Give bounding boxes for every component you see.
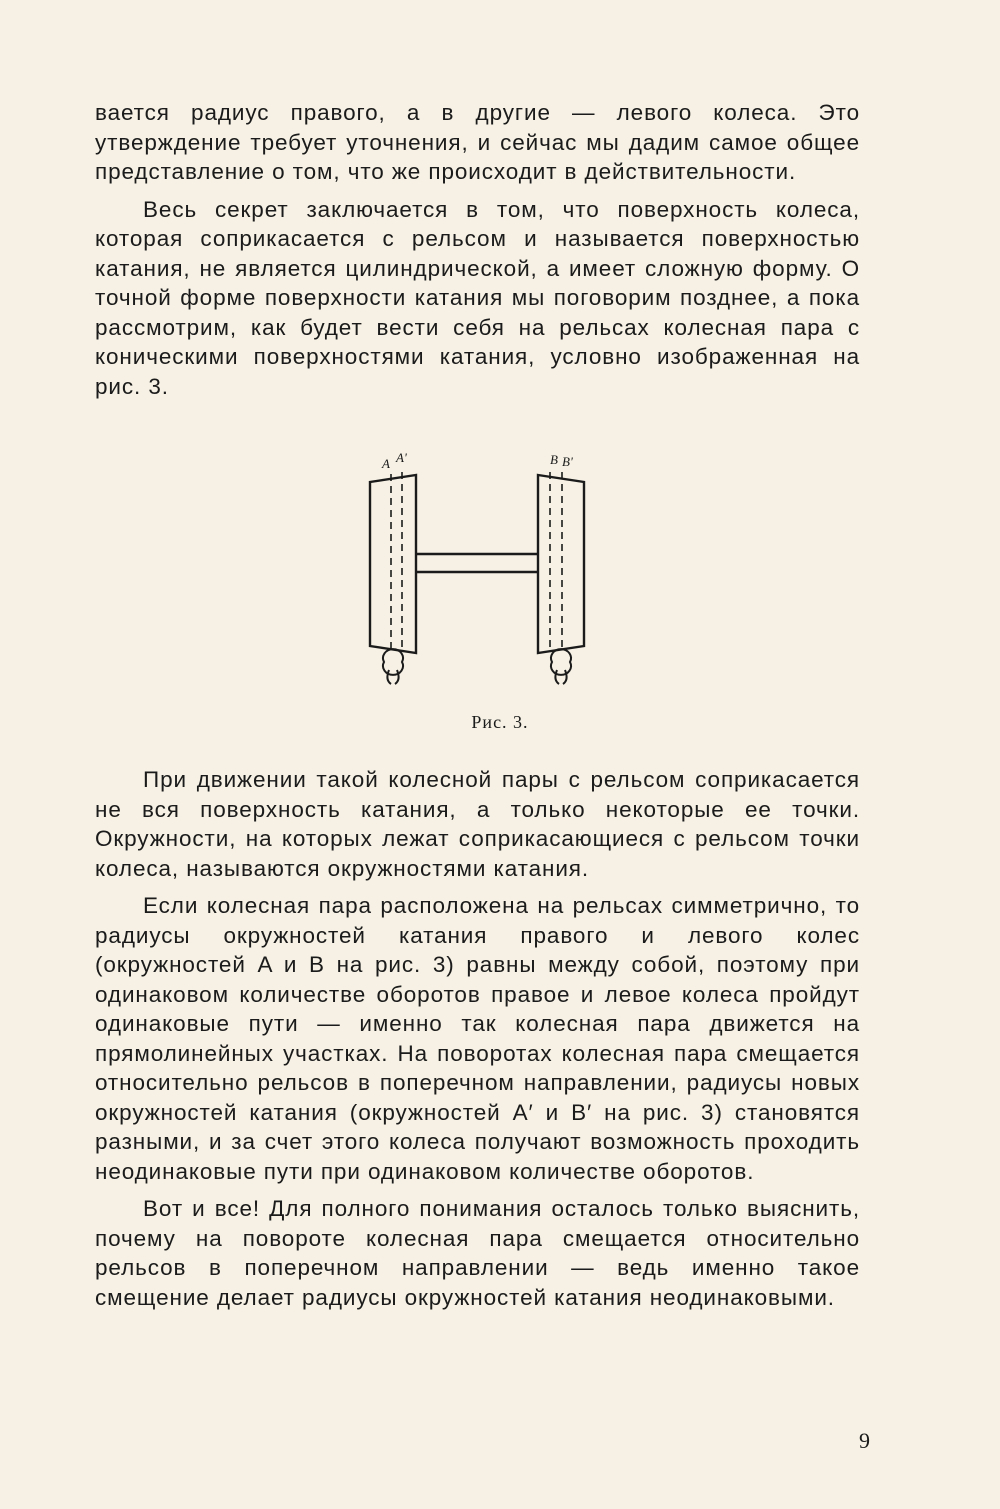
left-rail-head	[383, 649, 403, 675]
paragraph-conclusion: Вот и все! Для полного понимания осталось только выяснить, почему на повороте колесная пара смещается относительно рельсов в поперечном направлении — ведь именно такое смещение делает радиусы окружностей катания неодинаковыми.	[95, 1196, 860, 1310]
paragraph-rolling-circles: При движении такой колесной пары с рельсом соприкасается не вся поверхность катания, а только некоторые ее точки. Окружности, на которых лежат соприкасающиеся с рельсом точки колеса, называются окружностями катания.	[95, 767, 860, 881]
text-block-top	[95, 98, 860, 409]
right-rail-head	[551, 649, 571, 675]
right-wheel-outline	[538, 475, 584, 653]
label-a: A	[382, 456, 390, 471]
left-wheel-outline	[370, 475, 416, 653]
paragraph-continuation: вается радиус правого, а в другие — левого колеса. Это утверждение требует уточнения, и сейчас мы дадим самое общее представление о том, что же происходит в действительности.	[95, 100, 860, 184]
left-rail-web	[387, 670, 398, 684]
page-number: 9	[859, 1428, 870, 1453]
right-rail-web	[555, 670, 566, 684]
label-b-prime: B'	[562, 454, 573, 469]
wheelset-diagram	[340, 440, 660, 700]
text-block-bottom	[95, 765, 860, 1320]
label-b: B	[550, 452, 558, 467]
figure-wheelset	[340, 440, 660, 700]
paragraph-rolling-surface: Весь секрет заключается в том, что поверхность колеса, которая соприкасается с рельсом и называется поверхностью катания, не является цилиндрической, а имеет сложную форму. О точной форме поверхности катания мы поговорим позднее, а пока рассмотрим, как будет вести себя на рельсах колесная пара с коническими поверхностями катания, условно изображенная на рис. 3.	[95, 196, 860, 399]
figure-caption: Рис. 3.	[471, 712, 529, 732]
paragraph-symmetric-wheelset: Если колесная пара расположена на рельсах симметрично, то радиусы окружностей катания правого и левого колес (окружностей A и B на рис. 3) равны между собой, поэтому при одинаковом количестве оборотов правое и левое колеса пройдут одинаковые пути — именно так колесная пара движется на прямолинейных участках. На поворотах колесная пара смещается относительно рельсов в поперечном направлении, радиусы новых окружностей катания (окружностей A′ и B′ на рис. 3) становятся разными, и за счет этого колеса получают возможность проходить неодинаковые пути при одинаковом количестве оборотов.	[95, 893, 860, 1184]
label-a-prime: A'	[396, 450, 407, 465]
